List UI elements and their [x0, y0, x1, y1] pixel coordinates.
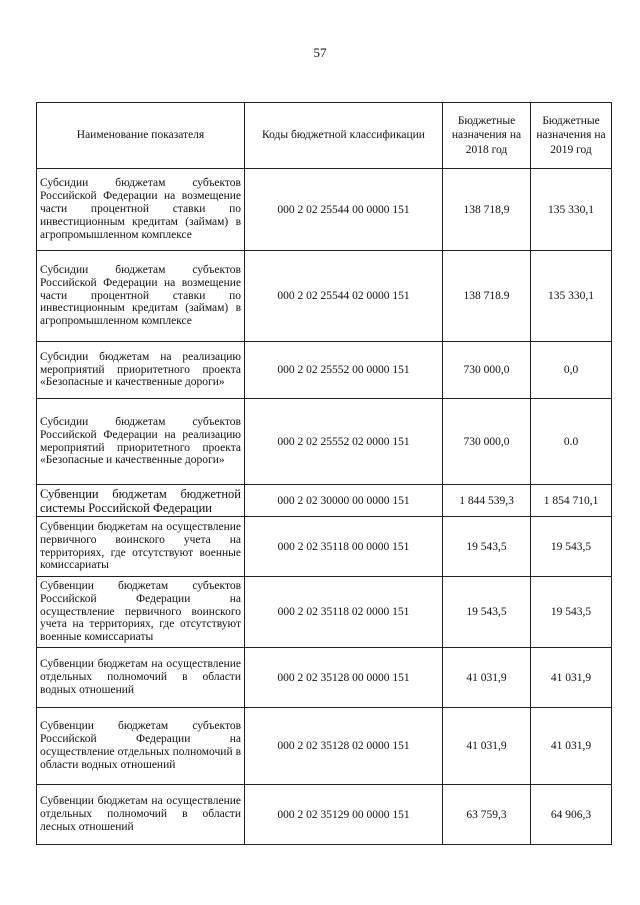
header-budget-2019: Бюджетные назначения на 2019 год [531, 103, 612, 169]
row-name: Субвенции бюджетам на осуществление отдельных полномочий в области водных отношений [37, 648, 245, 708]
row-name: Субсидии бюджетам субъектов Российской Федерации на возмещение части процентной ставки по инвестиционным кредитам (займам) в агропромышленном комплексе [37, 251, 245, 342]
row-code: 000 2 02 35118 00 0000 151 [245, 517, 443, 577]
row-value-2018: 138 718,9 [443, 169, 531, 251]
row-value-2019: 1 854 710,1 [531, 485, 612, 517]
header-budget-2018: Бюджетные назначения на 2018 год [443, 103, 531, 169]
row-code: 000 2 02 25544 02 0000 151 [245, 251, 443, 342]
row-value-2019: 41 031,9 [531, 648, 612, 708]
table-row [37, 485, 612, 517]
row-code: 000 2 02 25552 02 0000 151 [245, 399, 443, 485]
header-name: Наименование показателя [37, 103, 245, 169]
row-value-2019: 64 906,3 [531, 785, 612, 845]
table-header-row [37, 103, 612, 169]
row-value-2018: 138 718.9 [443, 251, 531, 342]
table-row [37, 648, 612, 708]
row-code: 000 2 02 25544 00 0000 151 [245, 169, 443, 251]
row-code: 000 2 02 30000 00 0000 151 [245, 485, 443, 517]
header-code: Коды бюджетной классификации [245, 103, 443, 169]
row-value-2019: 135 330,1 [531, 169, 612, 251]
table-row [37, 577, 612, 648]
row-value-2019: 19 543,5 [531, 517, 612, 577]
table-row [37, 169, 612, 251]
row-value-2018: 41 031,9 [443, 648, 531, 708]
row-value-2018: 730 000,0 [443, 399, 531, 485]
row-name: Субсидии бюджетам на реализацию мероприятий приоритетного проекта «Безопасные и качественные дороги» [37, 342, 245, 399]
row-value-2018: 19 543,5 [443, 577, 531, 648]
row-code: 000 2 02 35118 02 0000 151 [245, 577, 443, 648]
table-row [37, 399, 612, 485]
budget-table [36, 102, 612, 845]
row-name: Субвенции бюджетам на осуществление первичного воинского учета на территориях, где отсутствуют военные комиссариаты [37, 517, 245, 577]
table-row [37, 342, 612, 399]
row-value-2018: 730 000,0 [443, 342, 531, 399]
row-code: 000 2 02 35128 00 0000 151 [245, 648, 443, 708]
row-value-2019: 41 031,9 [531, 708, 612, 785]
row-name: Субсидии бюджетам субъектов Российской Федерации на возмещение части процентной ставки по инвестиционным кредитам (займам) в агропромышленном комплексе [37, 169, 245, 251]
row-value-2018: 1 844 539,3 [443, 485, 531, 517]
row-value-2019: 0.0 [531, 399, 612, 485]
table-row [37, 708, 612, 785]
row-name: Субвенции бюджетам субъектов Российской Федерации на осуществление первичного воинского учета на территориях, где отсутствуют военные комиссариаты [37, 577, 245, 648]
table-row [37, 785, 612, 845]
row-code: 000 2 02 25552 00 0000 151 [245, 342, 443, 399]
row-name: Субвенции бюджетам бюджетной системы Российской Федерации [37, 485, 245, 517]
row-value-2018: 41 031,9 [443, 708, 531, 785]
row-code: 000 2 02 35129 00 0000 151 [245, 785, 443, 845]
row-value-2019: 0,0 [531, 342, 612, 399]
row-value-2019: 135 330,1 [531, 251, 612, 342]
table-row [37, 251, 612, 342]
row-value-2019: 19 543,5 [531, 577, 612, 648]
row-value-2018: 63 759,3 [443, 785, 531, 845]
table-row [37, 517, 612, 577]
row-value-2018: 19 543,5 [443, 517, 531, 577]
row-name: Субвенции бюджетам субъектов Российской Федерации на осуществление отдельных полномочий в области водных отношений [37, 708, 245, 785]
row-name: Субвенции бюджетам на осуществление отдельных полномочий в области лесных отношений [37, 785, 245, 845]
row-name: Субсидии бюджетам субъектов Российской Федерации на реализацию мероприятий приоритетного проекта «Безопасные и качественные дороги» [37, 399, 245, 485]
page-number: 57 [313, 45, 327, 60]
row-code: 000 2 02 35128 02 0000 151 [245, 708, 443, 785]
